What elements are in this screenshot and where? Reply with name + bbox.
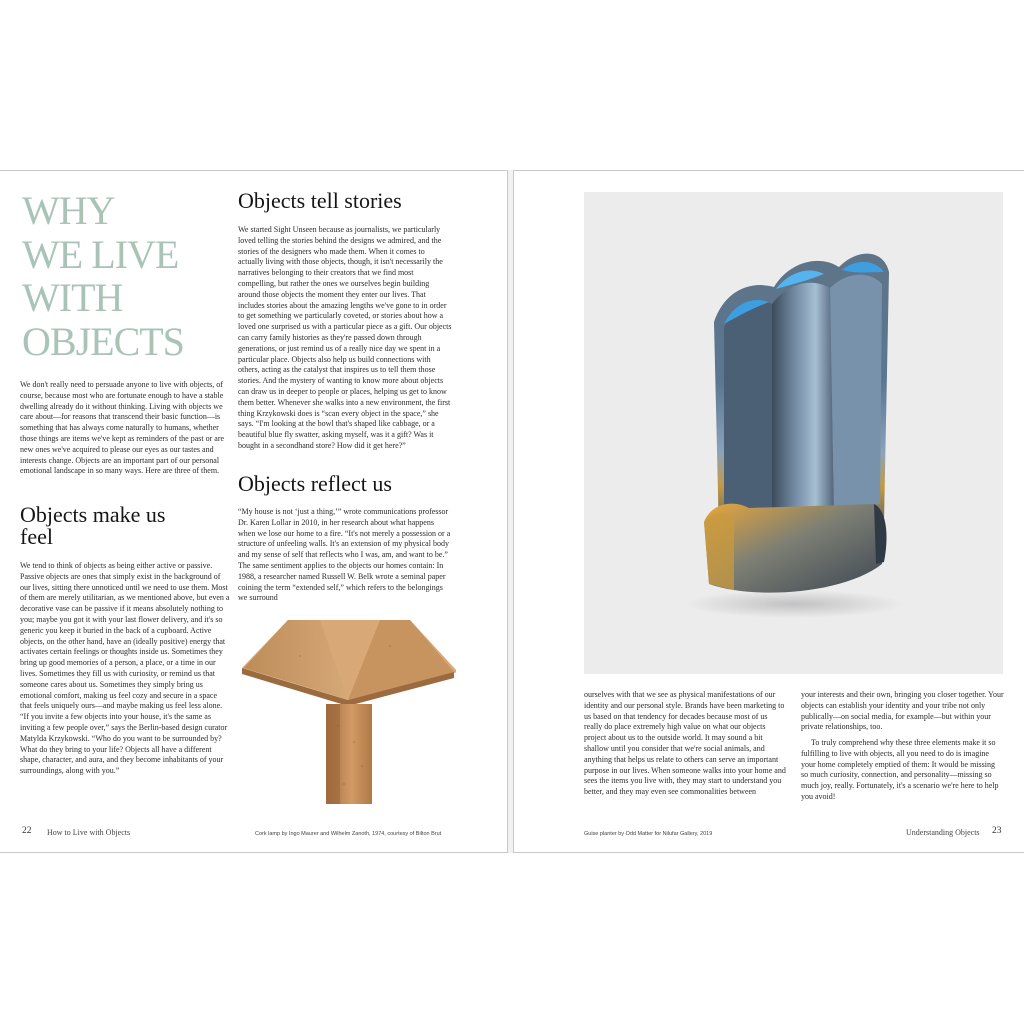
right-page xyxy=(513,170,1024,853)
planter-photo xyxy=(584,192,1003,674)
section-make-us-feel-body: We tend to think of objects as being either active or passive. Passive objects are ones that simply exist in the background of our lives, sitting there unnoticed until we need to use them. Most of them are merely utilitarian, as we mentioned above, but even a decorative vase can be passive if it means absolutely nothing to you; maybe you got it with your last flower delivery, and it's so generic you keep it buried in the back of a cupboard. Active objects, on the other hand, have an (ideally positive) energy that activates certain feelings or thoughts inside us. Sometimes they bring up good memories of a person, a place, or a time in our lives. Sometimes they fill us with curiosity, or remind us that someone cares about us. Sometimes they simply bring us emotional comfort, making us feel cozy and secure in a space that feels uniquely ours—and maybe making us feel less alone. “If you invite a few objects into your house, it's the same as inviting a few people over,” says the Berlin-based design curator Matylda Krzykowski. “Who do you want to be surrounded by? What do they bring to your life? Objects all have a different shape, character, and aura, and they become inhabitants of your surroundings, along with you.” xyxy=(20,561,230,776)
section-tell-stories-body: We started Sight Unseen because as journalists, we particularly loved telling the stories behind the designs we admired, and the stories of the designers who made them. When it comes to actually living with those objects, though, it isn't necessarily the narratives belonging to their creators that we find most compelling, but rather the ones we ourselves begin building around those objects the moment they enter our lives. That includes stories about the amazing lengths we've gone to in order to get something we particularly coveted, or stories about how a loved one surprised us with a particular piece as a gift. Our objects can carry family histories as they're passed down through generations, or just remind us of a really nice day we spent in a particular place. Objects also help us build connections with others, acting as the catalyst that inspires us to tell them those stories. And the mystery of wanting to know more about objects can draw us in deeper to people or places, helping us get to know them better. Whenever she walks into a new environment, the first thing Krzykowski does is “scan every object in the space,” she says. “I'm looking at the bowl that's shaped like cabbage, or a beautiful blue fly swatter, asking myself, was it a gift? Was it bought in a secondhand store? How did it get here?” xyxy=(238,225,452,450)
cork-lamp-image xyxy=(240,616,456,811)
heading-objects-make-us-feel: Objects make us feel xyxy=(20,502,166,549)
running-head-right: Understanding Objects xyxy=(906,828,980,837)
section-reflect-us-body: “My house is not ‘just a thing,’” wrote communications professor Dr. Karen Lollar in 2010, in her research about what happens when we lose our home to a fire. “It's not merely a possession or a structure of unfeeling walls. It's an extension of my physical body and my sense of self that reflects who I was, am, and want to be.” The same sentiment applies to the objects our homes contain: In 1988, a researcher named Russell W. Belk wrote a seminal paper coining the term “extended self,” which refers to the belongings we surround xyxy=(238,507,451,603)
heading-objects-reflect-us: Objects reflect us xyxy=(238,471,392,496)
page-number-right: 23 xyxy=(992,826,1002,836)
guise-planter-image xyxy=(584,192,1003,674)
planter-caption: Guise planter by Odd Matter for Nilufar Gallery, 2019 xyxy=(584,831,713,837)
page-number-left: 22 xyxy=(22,826,32,836)
lamp-caption: Cork lamp by Ingo Maurer and Wilhelm Zanoth, 1974, courtesy of Bilton Brut xyxy=(255,831,442,837)
right-col-2-para-2: To truly comprehend why these three elements make it so fulfilling to live with objects, all you need to do is imagine your home completely emptied of them: It would be missing so much curiosity, connection, and personality—missing so much joy, really. Fortunately, it's a scenario we're here to help you avoid! xyxy=(801,738,999,801)
heading-objects-tell-stories: Objects tell stories xyxy=(238,188,402,213)
intro-paragraph: We don't really need to persuade anyone to live with objects, of course, because most who are fortunate enough to have a stable dwelling already do it without thinking. Living with objects we care about—for reasons that transcend their basic function—is something that has always come naturally to humans, whether those things are items we've kept as reminders of the past or are new ones we've acquired to please our eyes as our tastes and interests change. Objects are an important part of our personal emotional landscape in so many ways. Here are three of them. xyxy=(20,380,225,476)
running-head-left: How to Live with Objects xyxy=(47,828,131,837)
page-title: WHY WE LIVE WITH OBJECTS xyxy=(22,188,184,364)
left-page xyxy=(0,170,508,853)
right-col-2-para-1: your interests and their own, bringing you closer together. Your objects can establish your identity and your tribe not only publically—on social media, for example—but within your private relationships, too. xyxy=(801,690,1004,732)
right-col-1-text: ourselves with that we see as physical manifestations of our identity and our personal style. Brands have been marketing to us based on that tendency for decades because most of us really do place extremely high value on what our objects project about us to the outside world. It may sound a bit shallow until you consider that we're social animals, and anything that helps us relate to others can serve an important purpose in our lives. When someone walks into your home and sees the items you live with, they may start to understand you better, and they may even see commonalities between xyxy=(584,690,786,797)
